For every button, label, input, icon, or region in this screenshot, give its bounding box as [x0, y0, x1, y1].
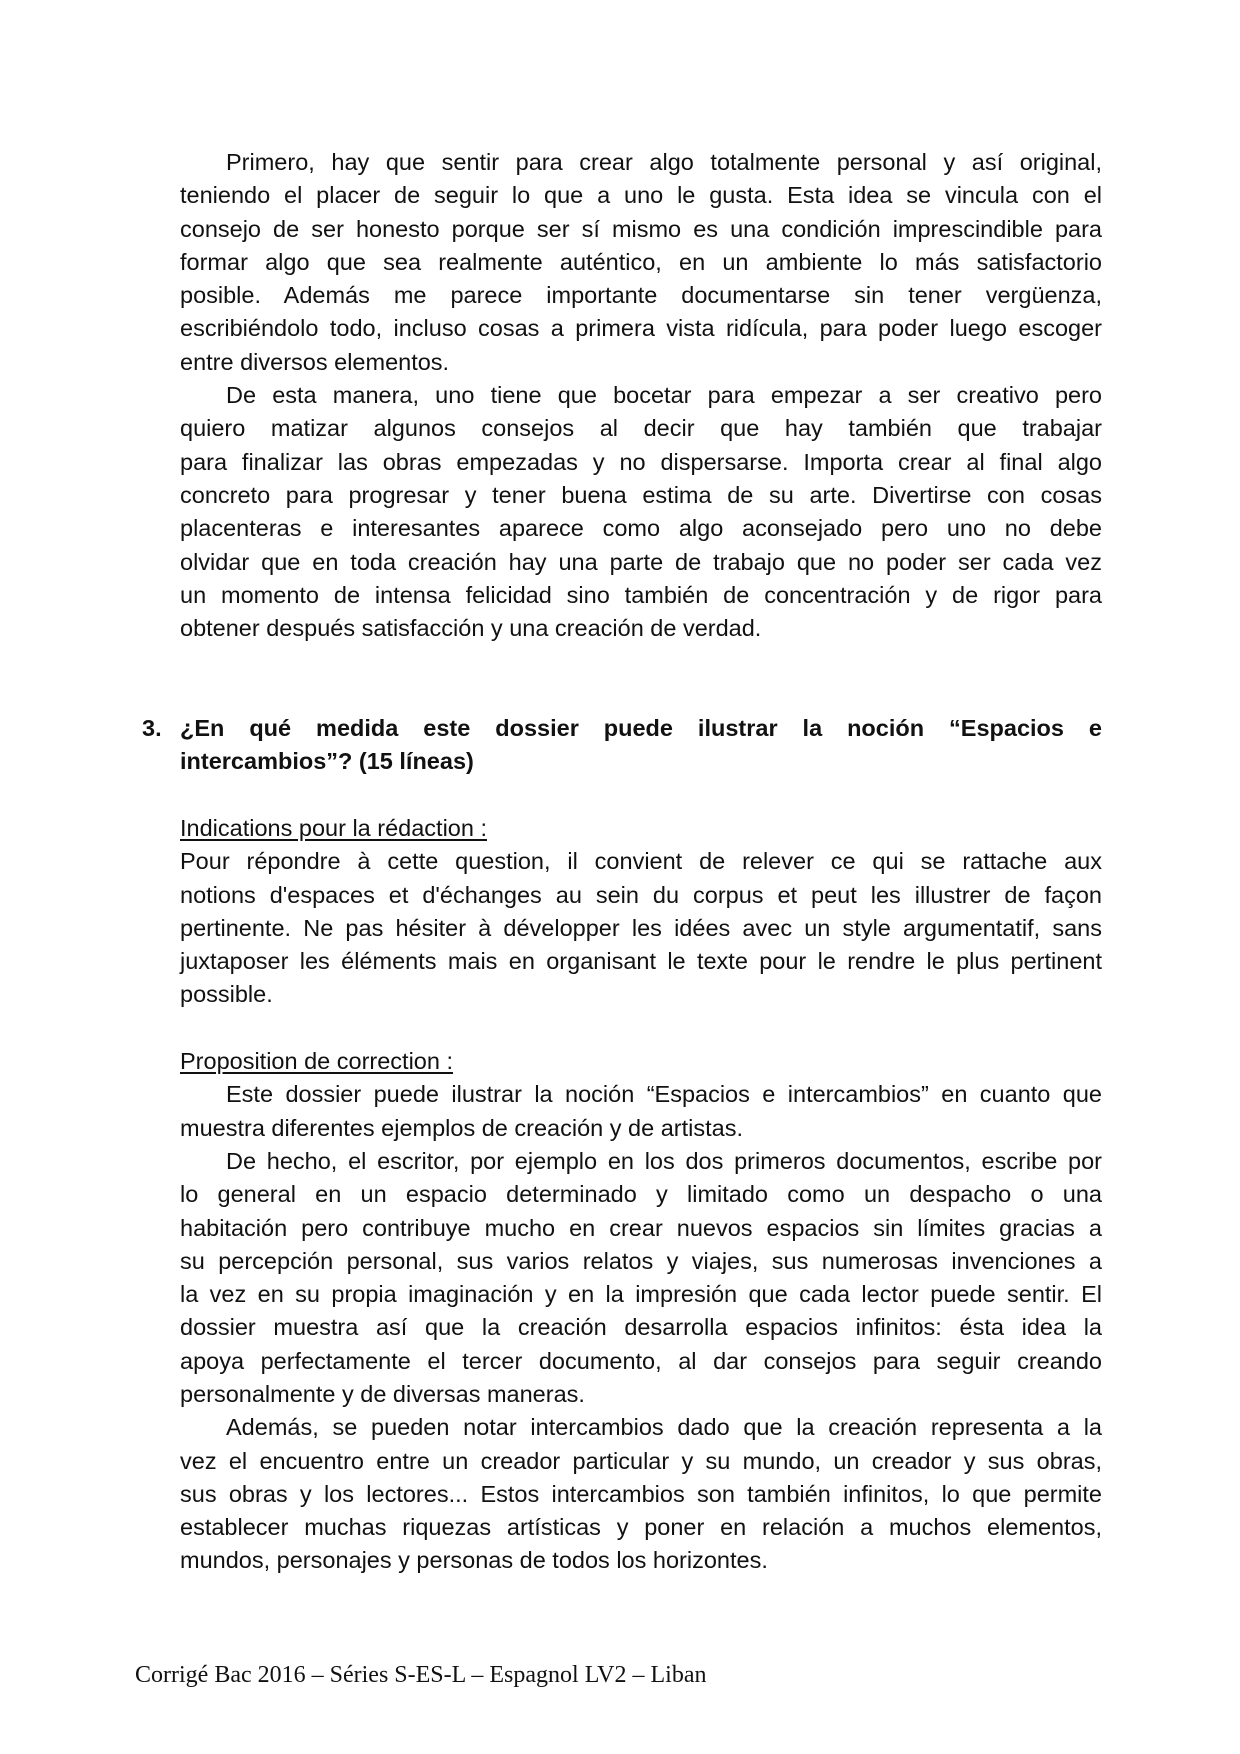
text-line: lo general en un espacio determinado y limitado como un despacho o una	[180, 1181, 1102, 1208]
text-line: dossier muestra así que la creación desarrolla espacios infinitos: ésta idea la	[180, 1314, 1102, 1341]
text-line: De hecho, el escritor, por ejemplo en los dos primeros documentos, escribe por	[226, 1147, 1102, 1174]
text-line: para finalizar las obras empezadas y no dispersarse. Importa crear al final algo	[180, 448, 1102, 475]
text-line: un momento de intensa felicidad sino también de concentración y de rigor para	[180, 581, 1102, 608]
text-line: De esta manera, uno tiene que bocetar para empezar a ser creativo pero	[226, 382, 1102, 409]
text-line: muestra diferentes ejemplos de creación y de artistas.	[180, 1114, 743, 1141]
question-3-heading	[142, 712, 1102, 779]
text-line: personalmente y de diversas maneras.	[180, 1380, 585, 1407]
text-line: obtener después satisfacción y una creación de verdad.	[180, 615, 762, 642]
heading-line: intercambios”? (15 líneas)	[180, 748, 474, 775]
text-line: la vez en su propia imaginación y en la impresión que cada lector puede sentir. El	[180, 1281, 1102, 1308]
indications-label	[180, 812, 1102, 845]
proposition-label-text: Proposition de correction :	[180, 1048, 454, 1075]
proposition-label	[180, 1045, 1102, 1078]
answer2-paragraph-1	[180, 146, 1102, 379]
text-line: Pour répondre à cette question, il convient de relever ce qui se rattache aux	[180, 848, 1102, 875]
text-line: mundos, personajes y personas de todos los horizontes.	[180, 1547, 768, 1574]
text-line: Este dossier puede ilustrar la noción “Espacios e intercambios” en cuanto que	[226, 1081, 1102, 1108]
heading-line: ¿En qué medida este dossier puede ilustrar la noción “Espacios e	[180, 715, 1102, 742]
text-line: concreto para progresar y tener buena estima de su arte. Divertirse con cosas	[180, 481, 1102, 508]
proposition-paragraph-3	[180, 1411, 1102, 1577]
text-line: habitación pero contribuye mucho en crear nuevos espacios sin límites gracias a	[180, 1214, 1102, 1241]
text-line: placenteras e interesantes aparece como algo aconsejado pero uno no debe	[180, 515, 1102, 542]
text-line: possible.	[180, 981, 273, 1008]
indications-paragraph	[180, 845, 1102, 1011]
answer2-paragraph-2	[180, 379, 1102, 645]
text-line: juxtaposer les éléments mais en organisant le texte pour le rendre le plus pertinent	[180, 948, 1102, 975]
proposition-paragraph-2	[180, 1145, 1102, 1411]
text-line: entre diversos elementos.	[180, 348, 450, 375]
text-line: Primero, hay que sentir para crear algo totalmente personal y así original,	[226, 149, 1102, 175]
text-line: consejo de ser honesto porque ser sí mismo es una condición imprescindible para	[180, 215, 1102, 242]
page-footer: Corrigé Bac 2016 – Séries S-ES-L – Espagnol LV2 – Liban	[135, 1662, 707, 1688]
text-line: formar algo que sea realmente auténtico, en un ambiente lo más satisfactorio	[180, 248, 1102, 275]
text-line: pertinente. Ne pas hésiter à développer les idées avec un style argumentatif, sans	[180, 914, 1102, 941]
proposition-paragraph-1	[180, 1078, 1102, 1145]
document-page	[142, 146, 1102, 1578]
text-line: olvidar que en toda creación hay una parte de trabajo que no poder ser cada vez	[180, 548, 1102, 575]
text-line: apoya perfectamente el tercer documento, al dar consejos para seguir creando	[180, 1347, 1102, 1374]
text-line: posible. Además me parece importante documentarse sin tener vergüenza,	[180, 282, 1102, 309]
text-line: escribiéndolo todo, incluso cosas a primera vista ridícula, para poder luego escoger	[180, 315, 1102, 342]
text-line: quiero matizar algunos consejos al decir que hay también que trabajar	[180, 415, 1102, 442]
text-line: notions d'espaces et d'échanges au sein du corpus et peut les illustrer de façon	[180, 881, 1102, 908]
text-line: Además, se pueden notar intercambios dado que la creación representa a la	[226, 1414, 1102, 1441]
question-number: 3.	[142, 715, 162, 742]
indications-label-text: Indications pour la rédaction :	[180, 814, 487, 841]
text-line: su percepción personal, sus varios relatos y viajes, sus numerosas invenciones a	[180, 1247, 1102, 1274]
text-line: establecer muchas riquezas artísticas y poner en relación a muchos elementos,	[180, 1514, 1102, 1541]
text-line: teniendo el placer de seguir lo que a uno le gusta. Esta idea se vincula con el	[180, 182, 1102, 209]
text-line: vez el encuentro entre un creador particular y su mundo, un creador y sus obras,	[180, 1447, 1102, 1474]
text-line: sus obras y los lectores... Estos intercambios son también infinitos, lo que permite	[180, 1480, 1102, 1507]
